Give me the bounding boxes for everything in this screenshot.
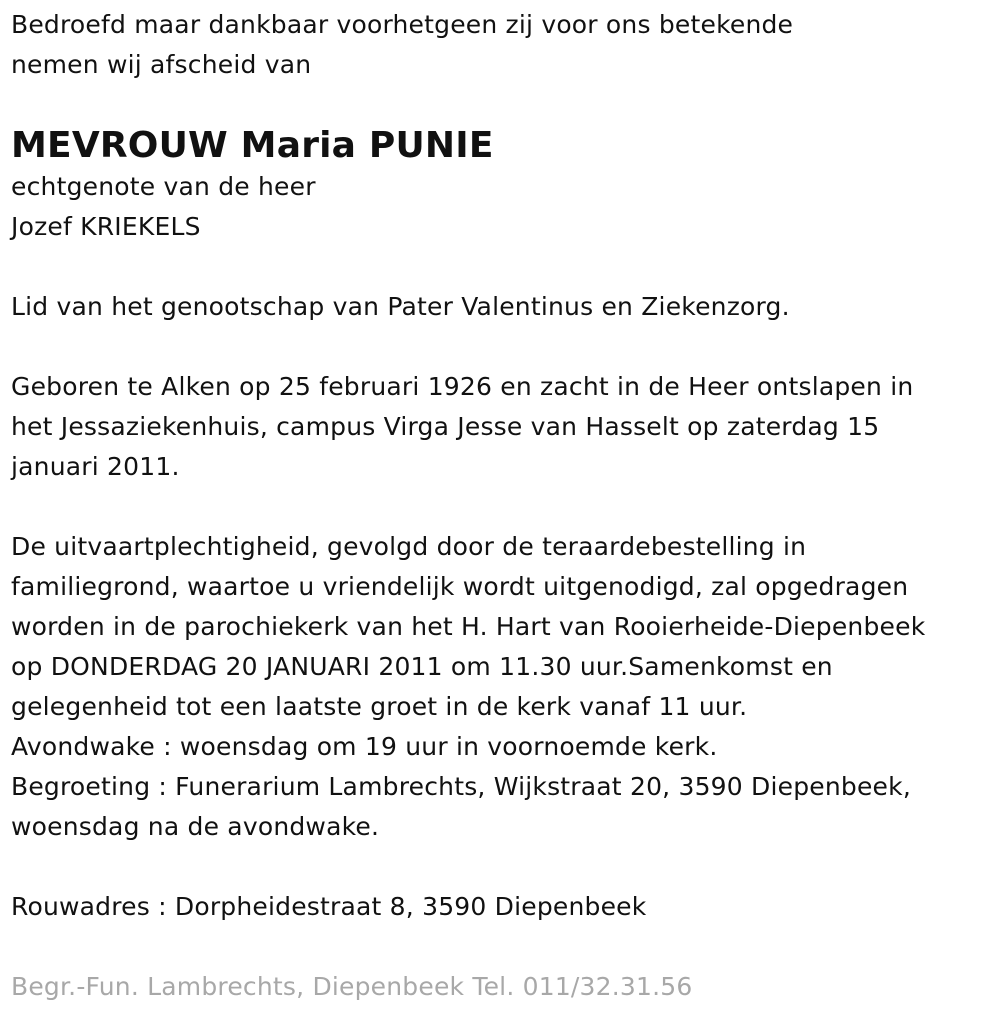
ceremony-line: De uitvaartplechtigheid, gevolgd door de teraardebestelling in (11, 532, 807, 561)
spacer (11, 85, 991, 125)
intro-line: Bedroefd maar dankbaar voorhetgeen zij voor ons betekende (11, 10, 794, 39)
birth-death-line: Geboren te Alken op 25 februari 1926 en zacht in de Heer ontslapen in (11, 372, 914, 401)
spacer (11, 487, 991, 527)
ceremony-line: familiegrond, waartoe u vriendelijk wordt uitgenodigd, zal opgedragen (11, 572, 909, 601)
mourning-address: Rouwadres : Dorpheidestraat 8, 3590 Diepenbeek (11, 892, 647, 921)
greeting-line: woensdag na de avondwake. (11, 812, 380, 841)
spacer (11, 847, 991, 887)
membership-text: Lid van het genootschap van Pater Valentinus en Ziekenzorg. (11, 292, 790, 321)
ceremony-line: op DONDERDAG 20 JANUARI 2011 om 11.30 uur.Samenkomst en (11, 652, 833, 681)
birth-death-line: het Jessaziekenhuis, campus Virga Jesse van Hasselt op zaterdag 15 (11, 412, 880, 441)
spouse-name: Jozef KRIEKELS (11, 212, 201, 241)
spacer (11, 247, 991, 287)
vigil-line: Avondwake : woensdag om 19 uur in voornoemde kerk. (11, 732, 718, 761)
greeting-line: Begroeting : Funerarium Lambrechts, Wijkstraat 20, 3590 Diepenbeek, (11, 772, 911, 801)
ceremony-line: worden in de parochiekerk van het H. Hart van Rooierheide-Diepenbeek (11, 612, 926, 641)
ceremony-line: gelegenheid tot een laatste groet in de kerk vanaf 11 uur. (11, 692, 748, 721)
spacer (11, 927, 991, 967)
spouse-line: echtgenote van de heer (11, 172, 316, 201)
spacer (11, 327, 991, 367)
deceased-name: MEVROUW Maria PUNIE (11, 125, 494, 166)
intro-line: nemen wij afscheid van (11, 50, 312, 79)
obituary-notice (11, 5, 991, 1007)
birth-death-line: januari 2011. (11, 452, 180, 481)
funeral-home-footer: Begr.-Fun. Lambrechts, Diepenbeek Tel. 011/32.31.56 (11, 972, 693, 1001)
